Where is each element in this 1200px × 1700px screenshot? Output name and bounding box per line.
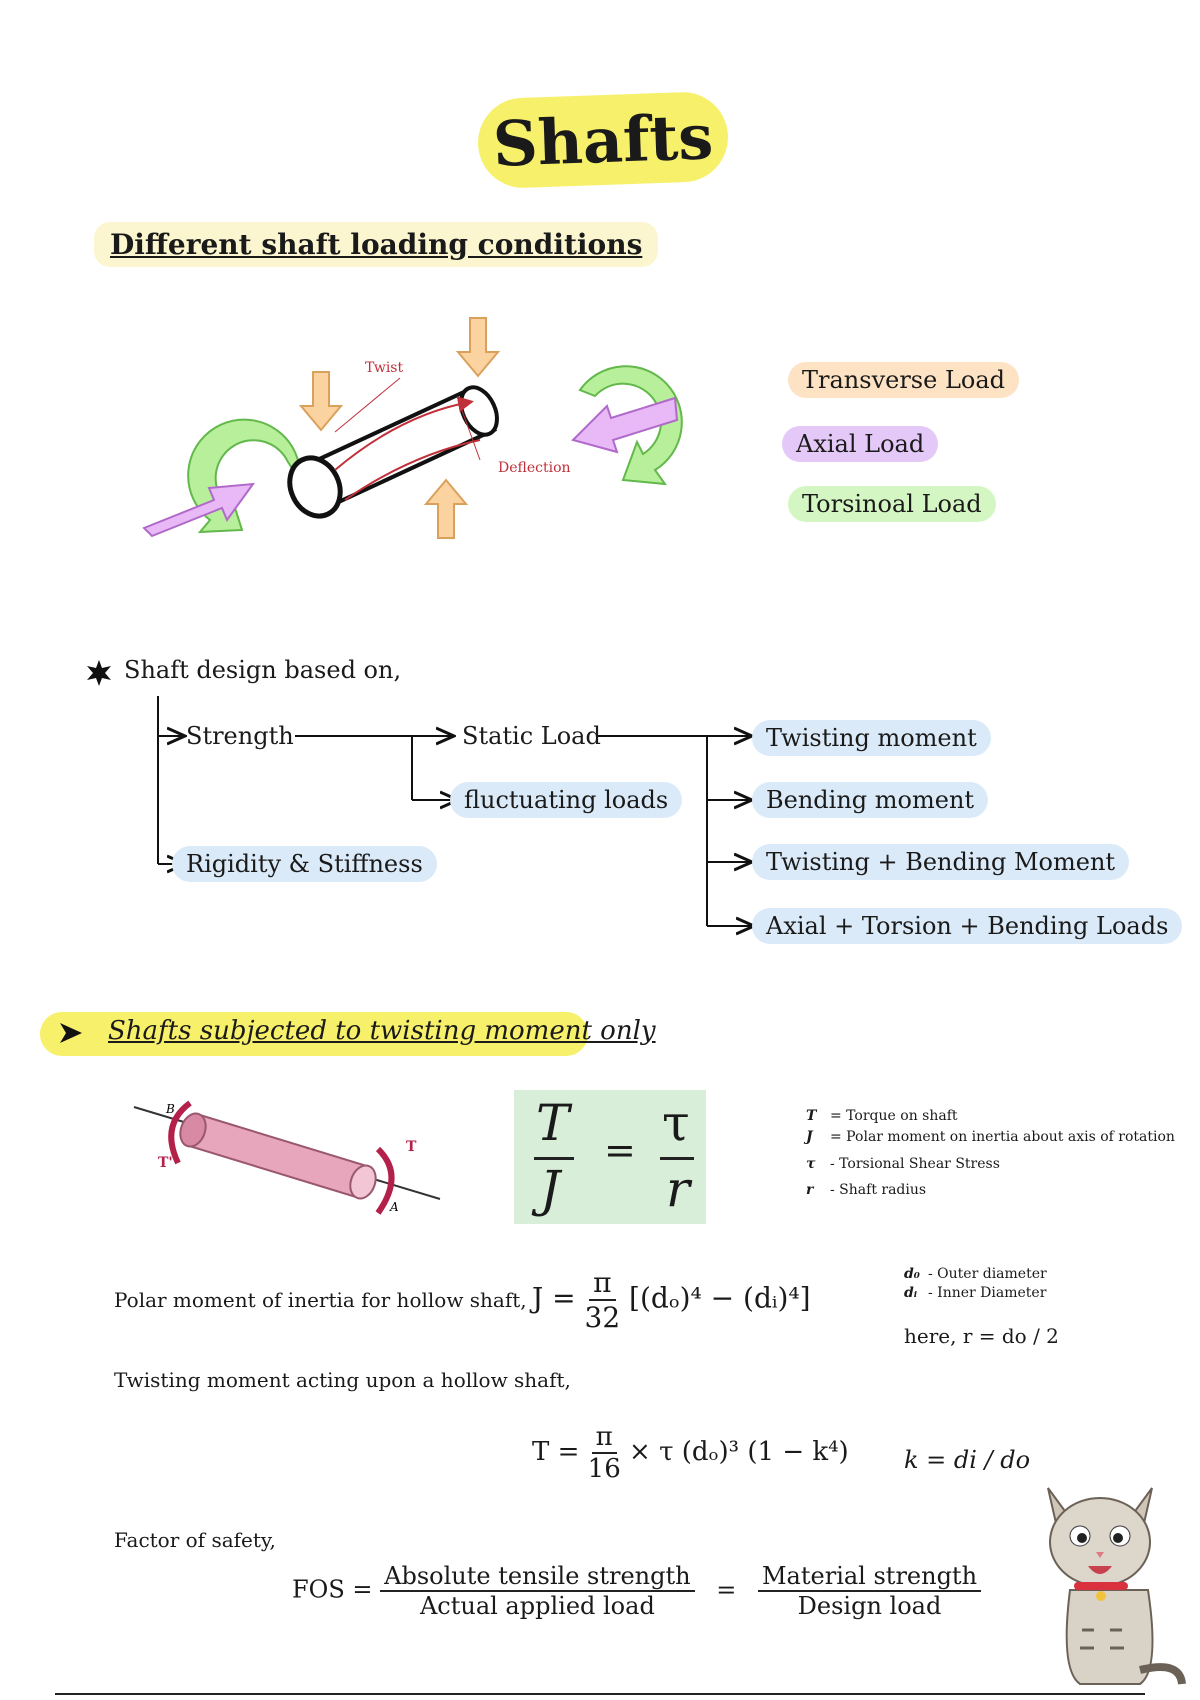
loading-diagram xyxy=(140,300,700,600)
page-bottom-rule xyxy=(55,1693,1145,1695)
twisting-lhs: T = xyxy=(532,1437,580,1467)
do-desc: - Outer diameter xyxy=(928,1266,1047,1282)
arrow-bullet-icon xyxy=(58,1020,84,1046)
shaft-label-b: B xyxy=(166,1102,175,1116)
fos-formula xyxy=(292,1562,981,1620)
polar-moment-label: Polar moment of inertia for hollow shaft, xyxy=(114,1288,527,1312)
outer-diameter-legend xyxy=(904,1266,1047,1282)
fos-num-2: Material strength xyxy=(758,1562,981,1592)
symbol-r-desc: - Shaft radius xyxy=(830,1182,927,1198)
fos-label: Factor of safety, xyxy=(114,1528,276,1552)
deflection-label: Deflection xyxy=(498,460,571,476)
star-bullet-icon xyxy=(84,658,114,688)
fos-den-2: Design load xyxy=(797,1592,942,1620)
shaft-label-t-right: T xyxy=(406,1139,417,1155)
section-heading-loading: Different shaft loading conditions xyxy=(94,222,658,267)
page-title-text: Shafts xyxy=(491,99,715,181)
fos-lhs: FOS = xyxy=(292,1575,373,1604)
outcome-twisting-bending: Twisting + Bending Moment xyxy=(752,844,1129,880)
page-title xyxy=(477,91,730,190)
inner-diameter-legend xyxy=(904,1285,1046,1301)
outcome-axial-torsion-bending: Axial + Torsion + Bending Loads xyxy=(752,908,1182,944)
torsion-shaft-illustration xyxy=(130,1085,450,1225)
tree-node-static-load: Static Load xyxy=(462,722,601,750)
outcome-twisting-moment: Twisting moment xyxy=(752,720,991,756)
design-intro: Shaft design based on, xyxy=(124,656,402,684)
legend-axial-load: Axial Load xyxy=(782,426,938,462)
symbol-tau-desc: - Torsional Shear Stress xyxy=(830,1156,1000,1172)
formula-T: T xyxy=(536,1094,570,1152)
formula-tau: τ xyxy=(662,1094,690,1152)
formula-equals: = xyxy=(604,1128,636,1172)
formula-J: J xyxy=(540,1160,561,1218)
fos-num-1: Absolute tensile strength xyxy=(380,1562,694,1592)
section-heading-twisting: Shafts subjected to twisting moment only xyxy=(108,1016,656,1046)
k-ratio: k = di / do xyxy=(904,1446,1031,1474)
twisting-rhs: × τ (dₒ)³ (1 − k⁴) xyxy=(629,1437,849,1467)
twisting-fraction xyxy=(588,1422,621,1484)
di-symbol: dᵢ xyxy=(904,1285,918,1301)
twisting-moment-formula xyxy=(532,1422,849,1484)
shaft-label-a: A xyxy=(390,1200,399,1214)
symbol-T: T xyxy=(806,1108,817,1124)
tree-node-strength: Strength xyxy=(186,722,294,750)
legend-transverse-load: Transverse Load xyxy=(788,362,1019,398)
di-desc: - Inner Diameter xyxy=(928,1285,1047,1301)
do-symbol: d₀ xyxy=(904,1266,920,1282)
polar-fraction xyxy=(585,1266,621,1334)
symbol-r: r xyxy=(806,1182,814,1198)
fos-equals: = xyxy=(716,1575,737,1604)
symbol-legend-radius xyxy=(806,1182,926,1198)
symbol-T-desc: = Torque on shaft xyxy=(830,1108,958,1124)
polar-rhs: [(dₒ)⁴ − (dᵢ)⁴] xyxy=(629,1281,811,1315)
tree-node-rigidity: Rigidity & Stiffness xyxy=(172,846,437,882)
symbol-J-desc: = Polar moment on inertia about axis of rotation xyxy=(830,1129,1175,1145)
legend-torsional-load: Torsinoal Load xyxy=(788,486,996,522)
twist-label: Twist xyxy=(365,360,404,376)
radius-note: here, r = do / 2 xyxy=(904,1324,1059,1348)
polar-lhs: J = xyxy=(532,1281,576,1315)
twisting-num: π xyxy=(592,1422,617,1454)
fos-fraction-2 xyxy=(758,1562,981,1620)
twisting-moment-label: Twisting moment acting upon a hollow shaft, xyxy=(114,1368,571,1392)
outcome-bending-moment: Bending moment xyxy=(752,782,988,818)
polar-num: π xyxy=(589,1266,615,1301)
formula-r: r xyxy=(666,1160,690,1218)
symbol-legend-torque xyxy=(806,1108,958,1124)
tree-node-fluctuating-loads: fluctuating loads xyxy=(450,782,682,818)
symbol-legend-shear xyxy=(806,1156,1000,1172)
twisting-den: 16 xyxy=(587,1454,621,1484)
polar-moment-formula xyxy=(532,1266,811,1334)
symbol-legend-polar xyxy=(806,1129,1175,1145)
fos-fraction-1 xyxy=(380,1562,694,1620)
polar-den: 32 xyxy=(584,1301,621,1334)
shaft-label-t-left: T' xyxy=(158,1155,173,1171)
symbol-tau: τ xyxy=(806,1156,816,1172)
cat-mascot-illustration xyxy=(1030,1470,1190,1690)
symbol-J: J xyxy=(806,1129,813,1145)
fos-den-1: Actual applied load xyxy=(419,1592,655,1620)
